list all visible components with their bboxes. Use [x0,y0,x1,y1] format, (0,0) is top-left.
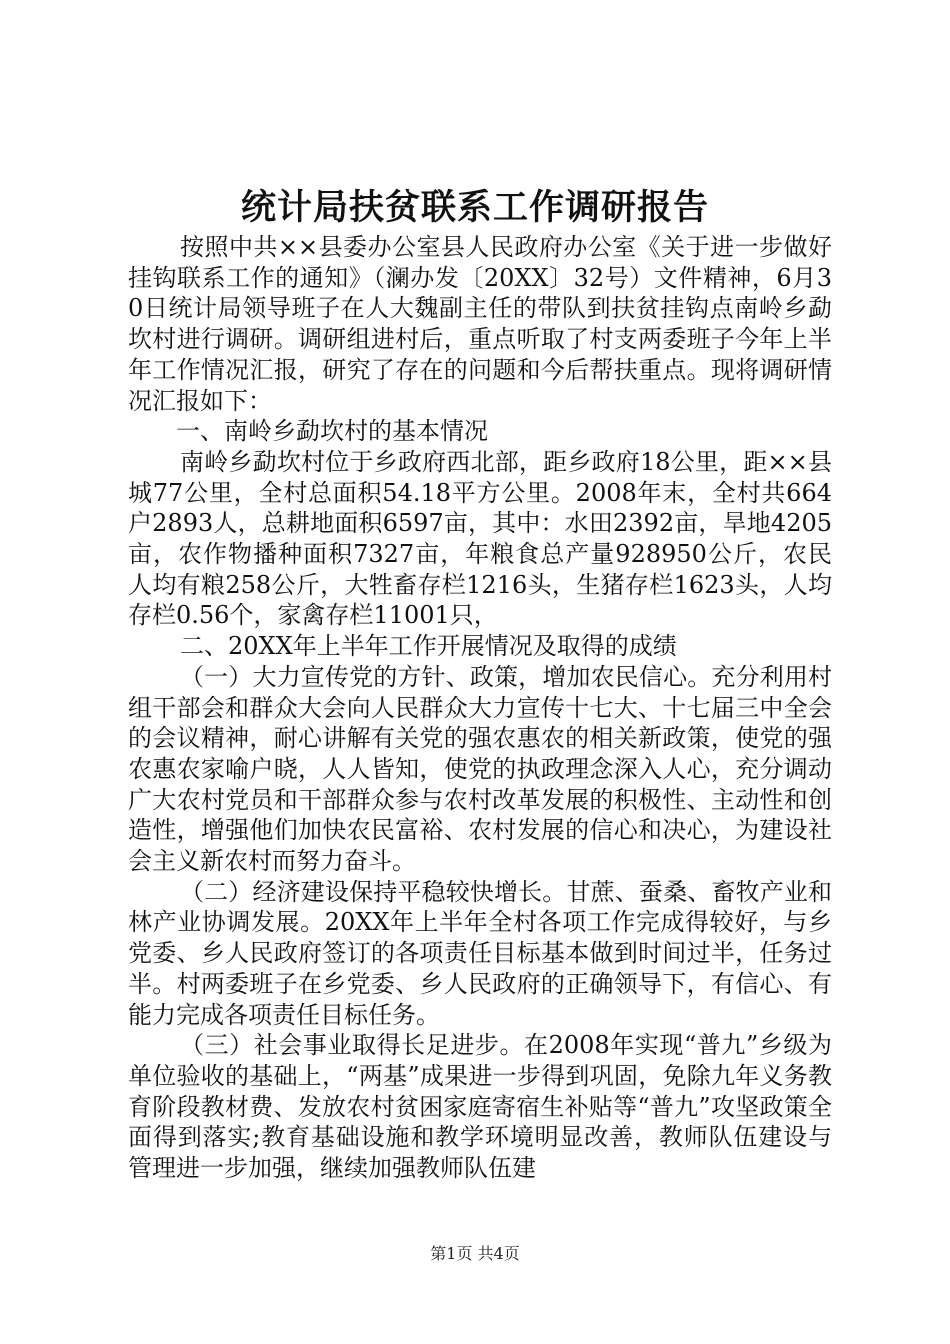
paragraph-basic-info: 南岭乡勐坎村位于乡政府西北部，距乡政府18公里，距××县城77公里，全村总面积54.18平方公里。2008年末，全村共664户2893人，总耕地面积6597亩，其中：水田2392亩，旱地4205亩，农作物播种面积7327亩，年粮食总产量928950公斤，农民人均有粮258公斤，大牲畜存栏1216头，生猪存栏1623头，人均存栏0.56个，家禽存栏11001只， [128,447,832,630]
paragraph-item-1: （一）大力宣传党的方针、政策，增加农民信心。充分利用村组干部会和群众大会向人民群众大力宣传十七大、十七届三中全会的会议精神，耐心讲解有关党的强农惠农的相关新政策，使党的强农惠农家喻户晓，人人皆知，使党的执政理念深入人心，充分调动广大农村党员和干部群众参与农村改革发展的积极性、主动性和创造性，增强他们加快农民富裕、农村发展的信心和决心，为建设社会主义新农村而努力奋斗。 [128,662,832,876]
paragraph-item-3: （三）社会事业取得长足进步。在2008年实现“普九”乡级为单位验收的基础上，“两基”成果进一步得到巩固，免除九年义务教育阶段教材费、发放农村贫困家庭寄宿生补贴等“普九”攻坚政策全面得到落实;教育基础设施和教学环境明显改善，教师队伍建设与管理进一步加强，继续加强教师队伍建 [128,1031,832,1183]
page-footer: 第1页 共4页 [430,1244,520,1263]
section-heading-1: 一、南岭乡勐坎村的基本情况 [176,417,488,446]
document-body [128,232,832,1184]
document-title: 统计局扶贫联系工作调研报告 [240,187,709,228]
paragraph-intro: 按照中共××县委办公室县人民政府办公室《关于进一步做好挂钩联系工作的通知》（澜办发〔20XX〕32号）文件精神，6月30日统计局领导班子在人大魏副主任的带队到扶贫挂钩点南岭乡勐坎村进行调研。调研组进村后，重点听取了村支两委班子今年上半年工作情况汇报，研究了存在的问题和今后帮扶重点。现将调研情况汇报如下： [128,233,832,415]
section-heading-2: 二、20XX年上半年工作开展情况及取得的成绩 [180,632,677,661]
paragraph-item-2: （二）经济建设保持平稳较快增长。甘蔗、蚕桑、畜牧产业和林产业协调发展。20XX年上半年全村各项工作完成得较好，与乡党委、乡人民政府签订的各项责任目标基本做到时间过半，任务过半。村两委班子在乡党委、乡人民政府的正确领导下，有信心、有能力完成各项责任目标任务。 [128,877,832,1029]
